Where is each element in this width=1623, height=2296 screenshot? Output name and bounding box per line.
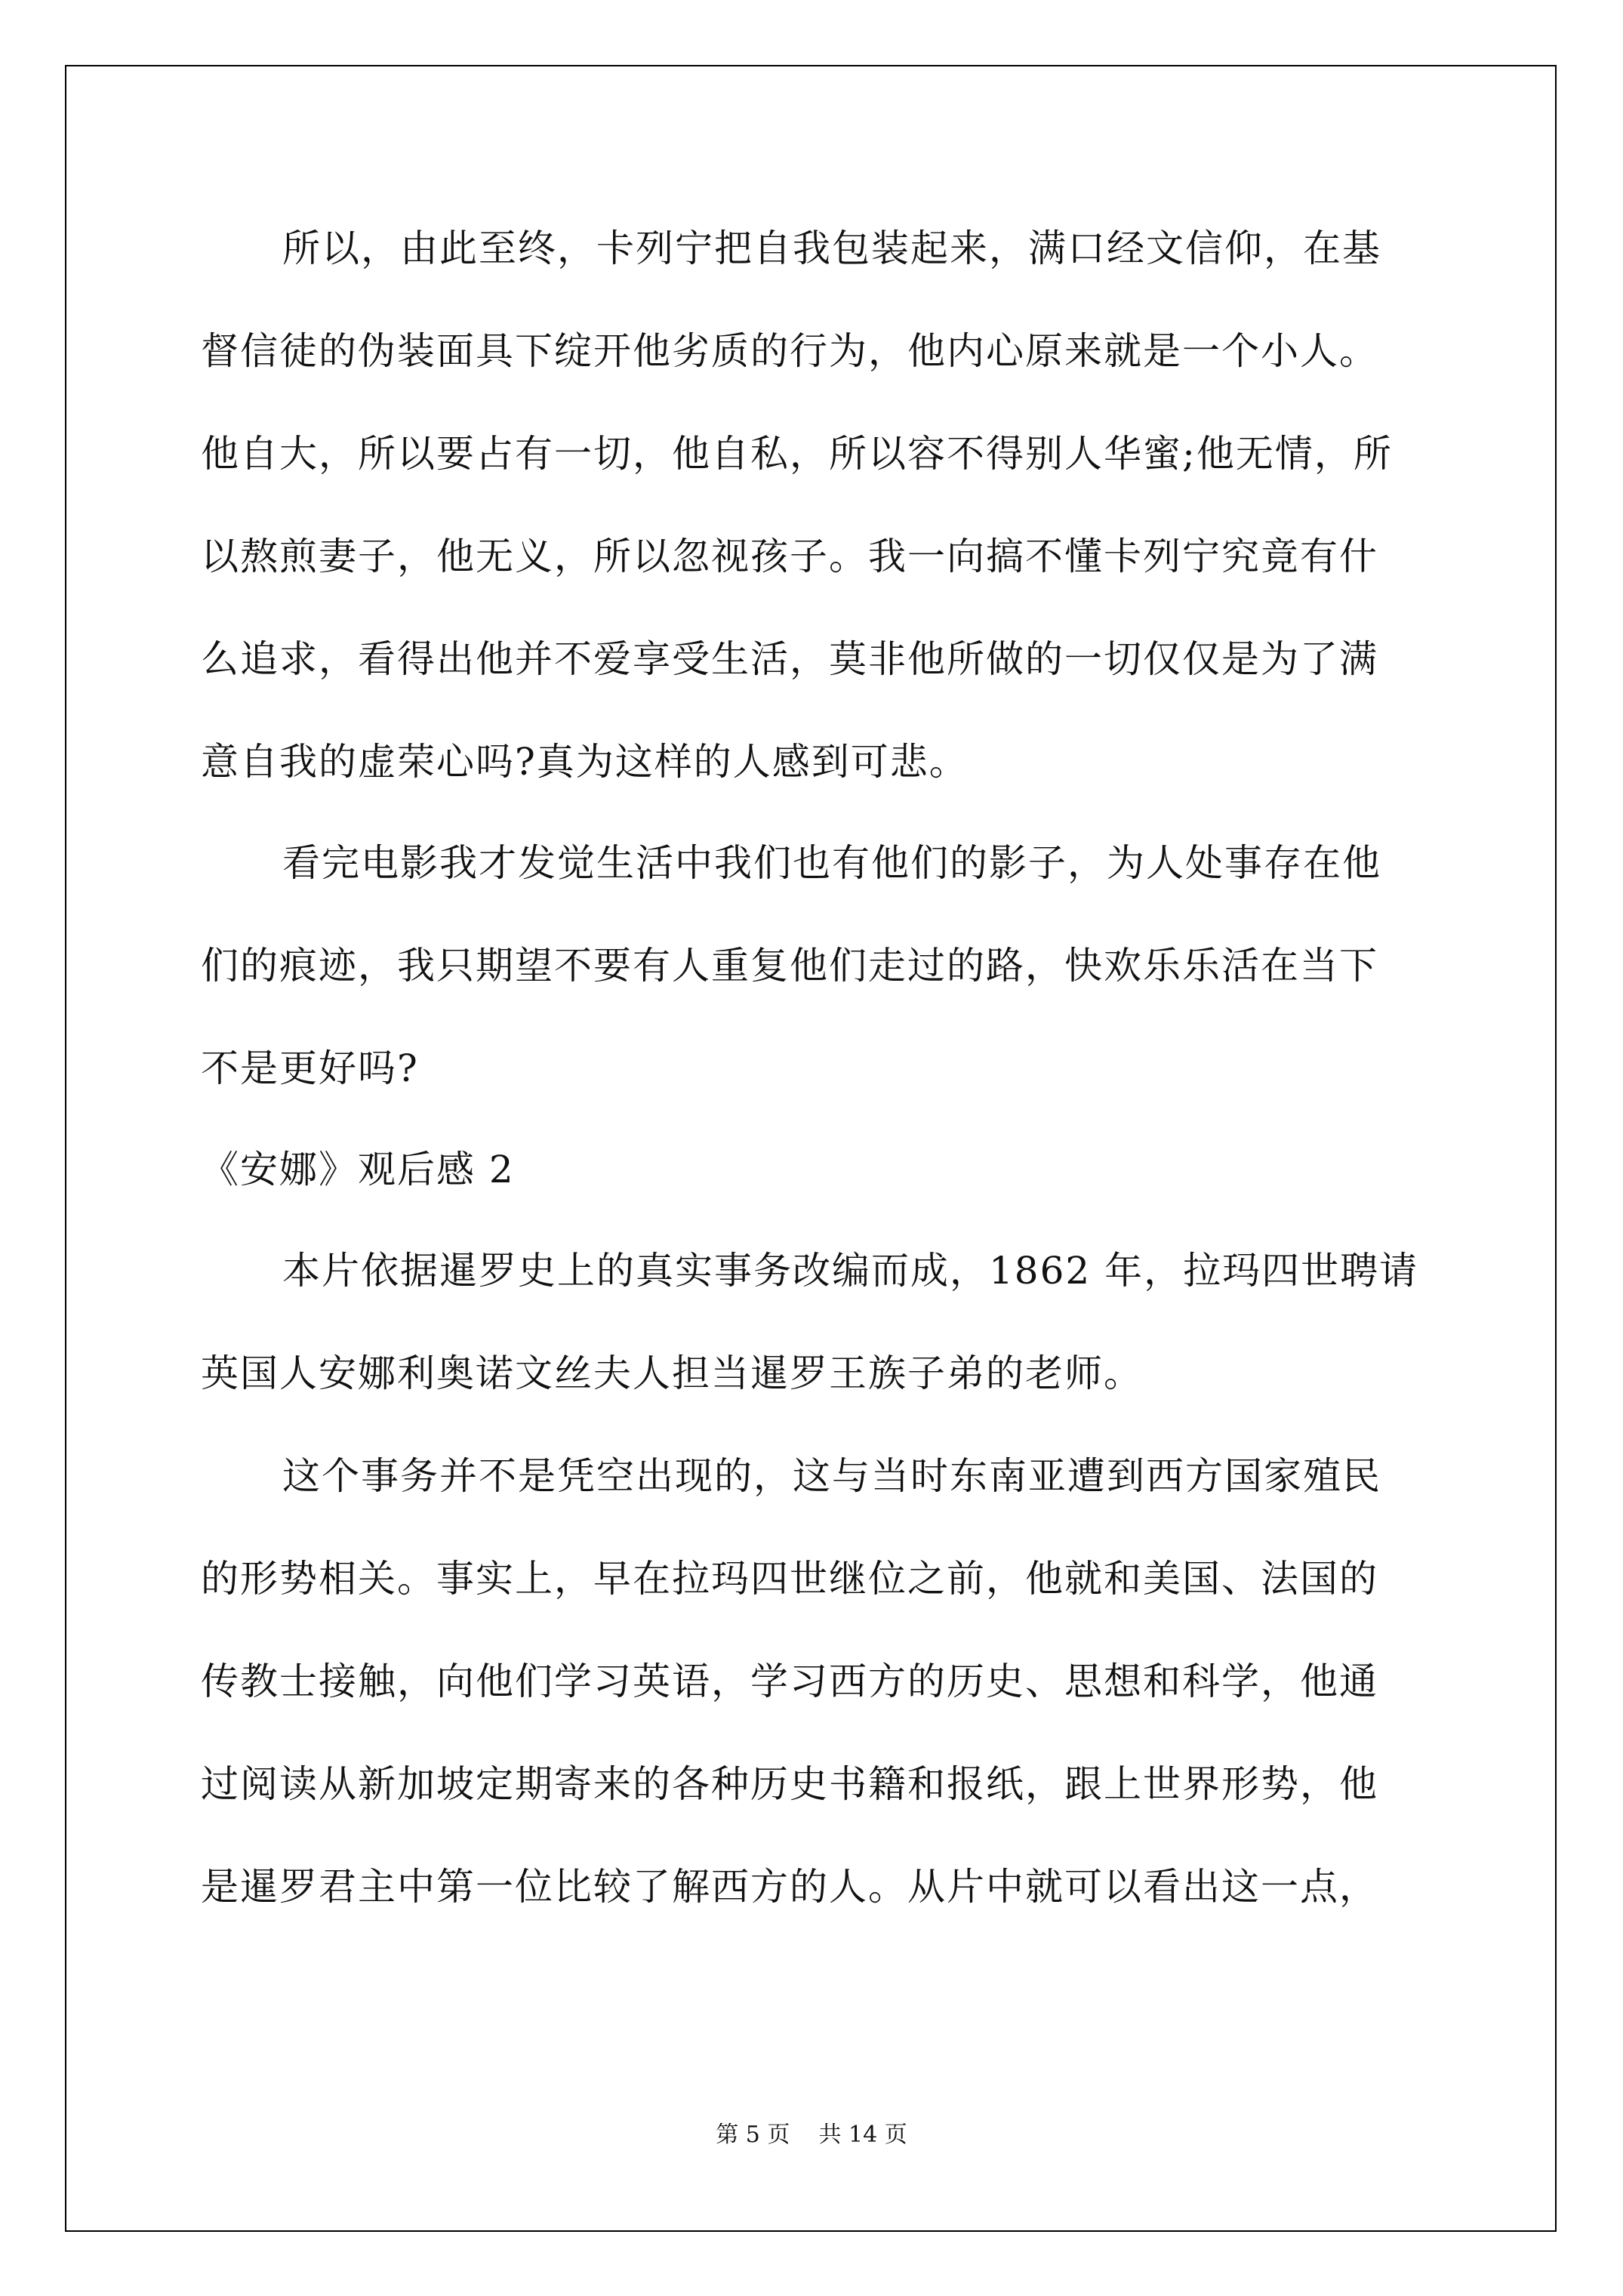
paragraph-line: 本片依据暹罗史上的真实事务改编而成，1862 年，拉玛四世聘请: [282, 1249, 1419, 1293]
paragraph-line: 督信徒的伪装面具下绽开他劣质的行为，他内心原来就是一个小人。: [201, 329, 1378, 373]
paragraph-line: 的形势相关。事实上，早在拉玛四世继位之前，他就和美国、法国的: [201, 1557, 1378, 1601]
paragraph-line: 所以，由此至终，卡列宁把自我包装起来，满口经文信仰，在基: [282, 227, 1381, 270]
paragraph-line: 以熬煎妻子，他无义，所以忽视孩子。我一向搞不懂卡列宁究竟有什: [201, 535, 1378, 578]
paragraph-line: 们的痕迹，我只期望不要有人重复他们走过的路，快欢乐乐活在当下: [201, 944, 1378, 988]
paragraph-line: 不是更好吗?: [201, 1046, 419, 1090]
paragraph-line: 过阅读从新加坡定期寄来的各种历史书籍和报纸，跟上世界形势，他: [201, 1762, 1378, 1806]
paragraph-line: 意自我的虚荣心吗?真为这样的人感到可悲。: [201, 740, 969, 784]
page-footer: 第 5 页 共 14 页: [716, 2122, 907, 2148]
paragraph-line: 他自大，所以要占有一切，他自私，所以容不得别人华蜜;他无情，所: [201, 432, 1393, 476]
paragraph-line: 这个事务并不是凭空出现的，这与当时东南亚遭到西方国家殖民: [282, 1454, 1381, 1498]
paragraph-line: 么追求，看得出他并不爱享受生活，莫非他所做的一切仅仅是为了满: [201, 637, 1378, 681]
paragraph-line: 看完电影我才发觉生活中我们也有他们的影子，为人处事存在他: [282, 841, 1381, 885]
section-heading: 《安娜》观后感 2: [201, 1148, 515, 1191]
paragraph-line: 英国人安娜利奥诺文丝夫人担当暹罗王族子弟的老师。: [201, 1351, 1143, 1395]
paragraph-line: 是暹罗君主中第一位比较了解西方的人。从片中就可以看出这一点，: [201, 1865, 1378, 1909]
paragraph-line: 传教士接触，向他们学习英语，学习西方的历史、思想和科学，他通: [201, 1660, 1378, 1703]
